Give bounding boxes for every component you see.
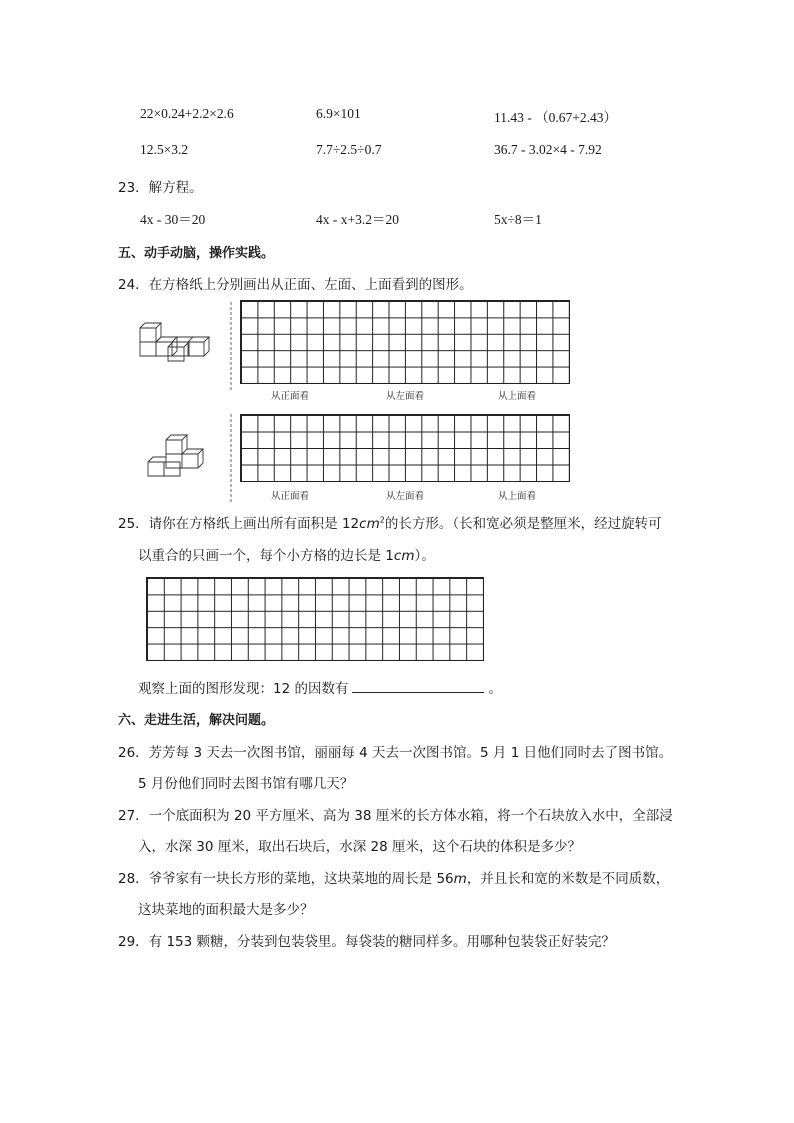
calc-1-3: 11.43 - （0.67+2.43） (494, 110, 617, 125)
grid-paper-3 (146, 577, 484, 661)
caption-front-1: 从正面看 (271, 391, 310, 402)
cube-figure-2 (144, 430, 224, 490)
equation-1: 4x - 30＝20 (140, 212, 206, 227)
answer-blank[interactable] (352, 680, 484, 693)
q25-observe: 观察上面的图形发现：12 的因数有 。 (138, 681, 502, 697)
divider-1 (230, 302, 232, 392)
caption-top-2: 从上面看 (498, 491, 537, 502)
q26-line-1: 26．芳芳每 3 天去一次图书馆，丽丽每 4 天去一次图书馆。5 月 1 日他们同时去了图书馆。 (118, 745, 673, 761)
q29-text: 29．有 153 颗糖，分装到包装袋里。每袋装的糖同样多。用哪种包装袋正好装完？ (118, 934, 616, 950)
equation-2: 4x - x+3.2＝20 (316, 212, 399, 227)
equation-3: 5x÷8＝1 (494, 212, 542, 227)
calc-2-1: 12.5×3.2 (140, 142, 189, 157)
calc-1-2: 6.9×101 (316, 106, 361, 121)
cube-figure-1 (136, 314, 226, 374)
caption-left-1: 从左面看 (386, 391, 425, 402)
section-5-heading: 五、动手动脑，操作实践。 (118, 246, 275, 261)
calc-2-3: 36.7 - 3.02×4 - 7.92 (494, 142, 602, 157)
grid-paper-1 (240, 300, 570, 384)
calc-1-1: 22×0.24+2.2×2.6 (140, 106, 234, 121)
section-6-heading: 六、走进生活，解决问题。 (118, 713, 275, 728)
q25-line-2: 以重合的只画一个，每个小方格的边长是 1cm）。 (138, 548, 435, 564)
divider-2 (230, 414, 232, 504)
q24-title: 24．在方格纸上分别画出从正面、左面、上面看到的图形。 (118, 277, 473, 293)
caption-top-1: 从上面看 (498, 391, 537, 402)
q27-line-1: 27．一个底面积为 20 平方厘米、高为 38 厘米的长方体水箱，将一个石块放入水中，全部浸 (118, 808, 673, 824)
grid-paper-2 (240, 414, 570, 482)
q23-title: 23．解方程。 (118, 180, 203, 196)
calc-2-2: 7.7÷2.5÷0.7 (316, 142, 382, 157)
caption-left-2: 从左面看 (386, 491, 425, 502)
q26-line-2: 5 月份他们同时去图书馆有哪几天？ (138, 776, 354, 792)
q28-line-2: 这块菜地的面积最大是多少？ (138, 902, 314, 918)
q27-line-2: 入，水深 30 厘米，取出石块后，水深 28 厘米，这个石块的体积是多少？ (138, 839, 582, 855)
q25-line-1: 25．请你在方格纸上画出所有面积是 $12cm^2$的长方形。（长和宽必须是整厘米，经过旋转可 (118, 515, 662, 532)
q28-line-1: 28．爷爷家有一块长方形的菜地，这块菜地的周长是 56m，并且长和宽的米数是不同质数， (118, 871, 670, 887)
caption-front-2: 从正面看 (271, 491, 310, 502)
